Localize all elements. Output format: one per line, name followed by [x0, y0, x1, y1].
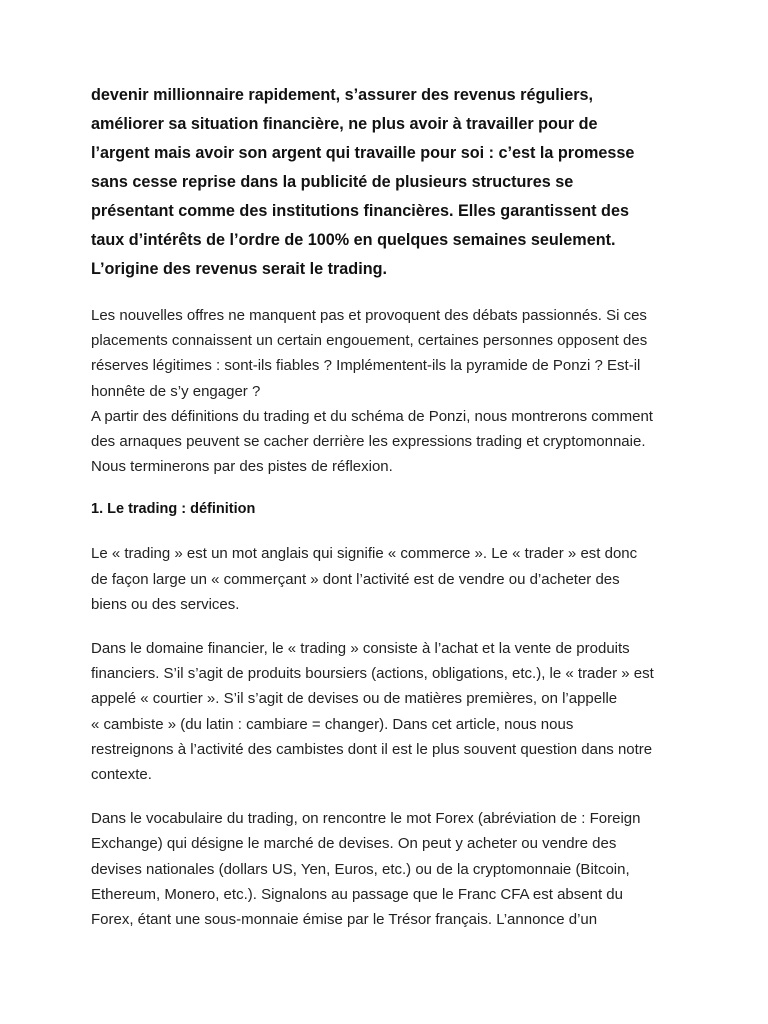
paragraph-line: réserves légitimes : sont-ils fiables ? Implémentent-ils la pyramide de Ponzi ? Est-il	[91, 357, 641, 375]
body-paragraph	[91, 541, 687, 617]
paragraph-line: biens ou des services.	[91, 595, 240, 613]
intro-line: devenir millionnaire rapidement, s’assurer des revenus réguliers,	[91, 86, 594, 104]
intro-line: L’origine des revenus serait le trading.	[91, 260, 387, 278]
body-paragraph	[91, 303, 687, 479]
body-paragraph	[91, 636, 687, 787]
section-heading: 1. Le trading : définition	[91, 501, 256, 518]
intro-line: présentant comme des institutions financières. Elles garantissent des	[91, 202, 629, 220]
paragraph-line: honnête de s’y engager ?	[91, 382, 261, 400]
paragraph-line: Les nouvelles offres ne manquent pas et provoquent des débats passionnés. Si ces	[91, 307, 647, 324]
paragraph-line: des arnaques peuvent se cacher derrière les expressions trading et cryptomonnaie.	[91, 433, 646, 451]
document-page	[91, 81, 687, 951]
paragraph-line: Exchange) qui désigne le marché de devises. On peut y acheter ou vendre des	[91, 835, 617, 853]
paragraph-line: Dans le vocabulaire du trading, on rencontre le mot Forex (abréviation de : Foreign	[91, 810, 641, 828]
paragraph-line: contexte.	[91, 766, 152, 784]
paragraph-line: Nous terminerons par des pistes de réflexion.	[91, 458, 393, 476]
intro-line: améliorer sa situation financière, ne plus avoir à travailler pour de	[91, 115, 598, 133]
intro-line: sans cesse reprise dans la publicité de plusieurs structures se	[91, 173, 574, 191]
paragraph-line: Ethereum, Monero, etc.). Signalons au passage que le Franc CFA est absent du	[91, 885, 623, 903]
paragraph-line: financiers. S’il s’agit de produits boursiers (actions, obligations, etc.), le « trader » est	[91, 665, 654, 683]
intro-line: taux d’intérêts de l’ordre de 100% en quelques semaines seulement.	[91, 231, 616, 249]
body-paragraph	[91, 806, 687, 932]
paragraph-line: placements connaissent un certain engouement, certaines personnes opposent des	[91, 332, 648, 350]
paragraph-line: Le « trading » est un mot anglais qui signifie « commerce ». Le « trader » est donc	[91, 545, 638, 563]
paragraph-line: « cambiste » (du latin : cambiare = changer). Dans cet article, nous nous	[91, 715, 574, 733]
paragraph-line: appelé « courtier ». S’il s’agit de devises ou de matières premières, on l’appelle	[91, 690, 618, 708]
intro-paragraph	[91, 81, 687, 284]
paragraph-line: de façon large un « commerçant » dont l’activité est de vendre ou d’acheter des	[91, 570, 620, 588]
paragraph-line: devises nationales (dollars US, Yen, Euros, etc.) ou de la cryptomonnaie (Bitcoin,	[91, 860, 630, 878]
paragraph-line: restreignons à l’activité des cambistes dont il est le plus souvent question dans notre	[91, 740, 653, 758]
paragraph-line: A partir des définitions du trading et du schéma de Ponzi, nous montrerons comment	[91, 407, 653, 425]
paragraph-line: Forex, étant une sous-monnaie émise par le Trésor français. L’annonce d’un	[91, 911, 598, 929]
paragraph-line: Dans le domaine financier, le « trading » consiste à l’achat et la vente de produits	[91, 640, 630, 658]
intro-line: l’argent mais avoir son argent qui travaille pour soi : c’est la promesse	[91, 144, 635, 162]
